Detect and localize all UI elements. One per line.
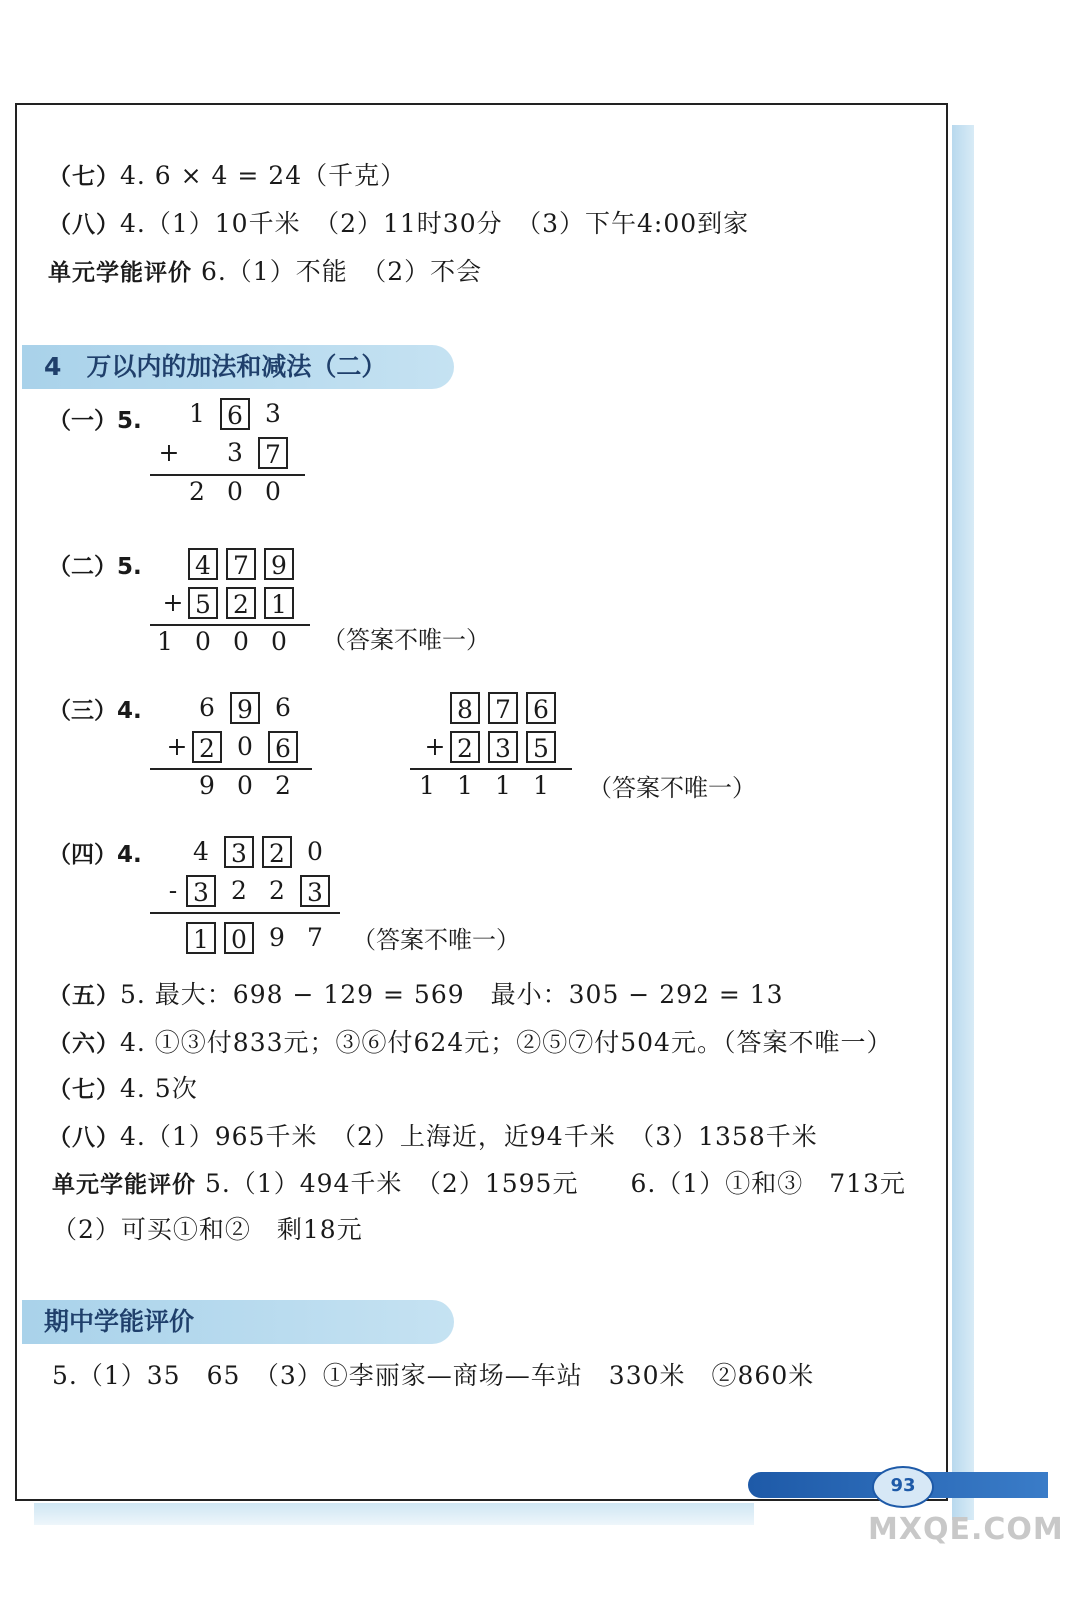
digit-cell: 2 — [269, 876, 285, 905]
filled-box-cell: 1 — [186, 922, 216, 954]
question-label: （三）4. — [48, 698, 142, 724]
answer-line — [48, 975, 784, 1011]
filled-box-cell: 3 — [488, 731, 518, 763]
digit-cell: 0 — [233, 627, 249, 656]
digit-cell: 0 — [227, 477, 243, 506]
answer-line: 5.（1）35 65 （3）①李丽家—商场—车站 330米 ②860米 — [52, 1361, 815, 1390]
section-heading: 期中学能评价 — [22, 1300, 454, 1344]
answer-line — [52, 1164, 906, 1200]
question-label: （五） — [48, 983, 120, 1009]
digit-cell: 1 — [495, 771, 511, 800]
filled-box-cell: 9 — [230, 692, 260, 724]
filled-box-cell: 6 — [220, 398, 250, 430]
filled-box-cell: 2 — [192, 731, 222, 763]
digit-cell: 2 — [275, 771, 291, 800]
answer-text: 4. ①③付833元；③⑥付624元；②⑤⑦付504元。（答案不唯一） — [120, 1028, 893, 1057]
filled-box-cell: 7 — [488, 692, 518, 724]
filled-box-cell: 7 — [226, 548, 256, 580]
page-number: 93 — [872, 1466, 934, 1508]
answer-text: 4.（1）965千米 （2）上海近，近94千米 （3）1358千米 — [120, 1122, 818, 1151]
filled-box-cell: 7 — [258, 437, 288, 469]
question-label: 单元学能评价 — [48, 260, 192, 286]
digit-cell: 0 — [195, 627, 211, 656]
answer-text: 6.（1）不能 （2）不会 — [200, 257, 483, 286]
answer-text: 4.（1）10千米 （2）11时30分 （3）下午4:00到家 — [120, 209, 750, 238]
filled-box-cell: 5 — [526, 731, 556, 763]
question-label: （七） — [48, 164, 120, 190]
answer-line — [48, 204, 749, 240]
question-label: （七） — [48, 1077, 120, 1103]
answer-line — [48, 252, 482, 288]
filled-box-cell: 5 — [188, 587, 218, 619]
operator-cell: + — [158, 438, 180, 467]
digit-cell: 2 — [231, 876, 247, 905]
answer-text: 5.（1）494千米 （2）1595元 6.（1）①和③ 713元 — [204, 1169, 906, 1198]
operator-cell: - — [168, 876, 178, 905]
digit-cell: 1 — [533, 771, 549, 800]
answer-text: 4. 6 × 4 = 24（千克） — [120, 161, 407, 190]
filled-box-cell: 3 — [300, 875, 330, 907]
digit-cell: 7 — [307, 923, 323, 952]
question-label: （二）5. — [48, 554, 142, 580]
question-label: 单元学能评价 — [52, 1172, 196, 1198]
digit-cell: 1 — [157, 627, 173, 656]
section-heading: 4 万以内的加法和减法（二） — [22, 345, 454, 389]
digit-cell: 9 — [269, 923, 285, 952]
digit-cell: 0 — [237, 732, 253, 761]
filled-box-cell: 2 — [450, 731, 480, 763]
filled-box-cell: 9 — [264, 548, 294, 580]
filled-box-cell: 2 — [262, 836, 292, 868]
digit-cell: 6 — [199, 693, 215, 722]
answer-line — [48, 1069, 198, 1105]
digit-cell: 6 — [275, 693, 291, 722]
question-label: （四）4. — [48, 842, 142, 868]
answer-line — [48, 156, 406, 192]
digit-cell — [150, 398, 180, 430]
filled-box-cell: 4 — [188, 548, 218, 580]
digit-cell: 0 — [265, 477, 281, 506]
operator-cell: + — [162, 588, 184, 617]
digit-cell: 0 — [271, 627, 287, 656]
answer-text: （2）可买①和② 剩18元 — [52, 1215, 363, 1244]
answer-note: （答案不唯一） — [352, 926, 520, 954]
operator-cell: + — [166, 732, 188, 761]
answer-note: （答案不唯一） — [322, 626, 490, 654]
question-label: （一）5. — [48, 408, 142, 434]
digit-cell: 0 — [237, 771, 253, 800]
filled-box-cell: 6 — [268, 731, 298, 763]
watermark: MXQE.COM — [868, 1512, 1064, 1547]
digit-cell: 1 — [419, 771, 435, 800]
digit-cell: 9 — [199, 771, 215, 800]
difference-rule — [150, 912, 340, 914]
question-label: （六） — [48, 1031, 120, 1057]
page-shadow-bottom — [34, 1503, 754, 1525]
digit-cell: 1 — [457, 771, 473, 800]
answer-note: （答案不唯一） — [588, 774, 756, 802]
question-label: （八） — [48, 1125, 120, 1151]
digit-cell: 4 — [193, 837, 209, 866]
digit-cell: 1 — [189, 399, 205, 428]
answer-line — [48, 1117, 818, 1153]
filled-box-cell: 8 — [450, 692, 480, 724]
page-shadow-right — [952, 125, 974, 1520]
filled-box-cell: 3 — [224, 836, 254, 868]
filled-box-cell: 1 — [264, 587, 294, 619]
filled-box-cell: 2 — [226, 587, 256, 619]
digit-cell: 2 — [189, 477, 205, 506]
operator-cell: + — [424, 732, 446, 761]
filled-box-cell: 0 — [224, 922, 254, 954]
answer-text: 5. 最大：698 − 129 = 569 最小：305 − 292 = 13 — [120, 980, 784, 1009]
filled-box-cell: 3 — [186, 875, 216, 907]
answer-text: 4. 5次 — [120, 1074, 198, 1103]
answer-card — [15, 103, 948, 1501]
filled-box-cell: 6 — [526, 692, 556, 724]
digit-cell: 3 — [265, 399, 281, 428]
digit-cell: 0 — [307, 837, 323, 866]
digit-cell: 3 — [227, 438, 243, 467]
question-label: （八） — [48, 212, 120, 238]
answer-line — [52, 1210, 363, 1246]
answer-line — [48, 1023, 892, 1059]
